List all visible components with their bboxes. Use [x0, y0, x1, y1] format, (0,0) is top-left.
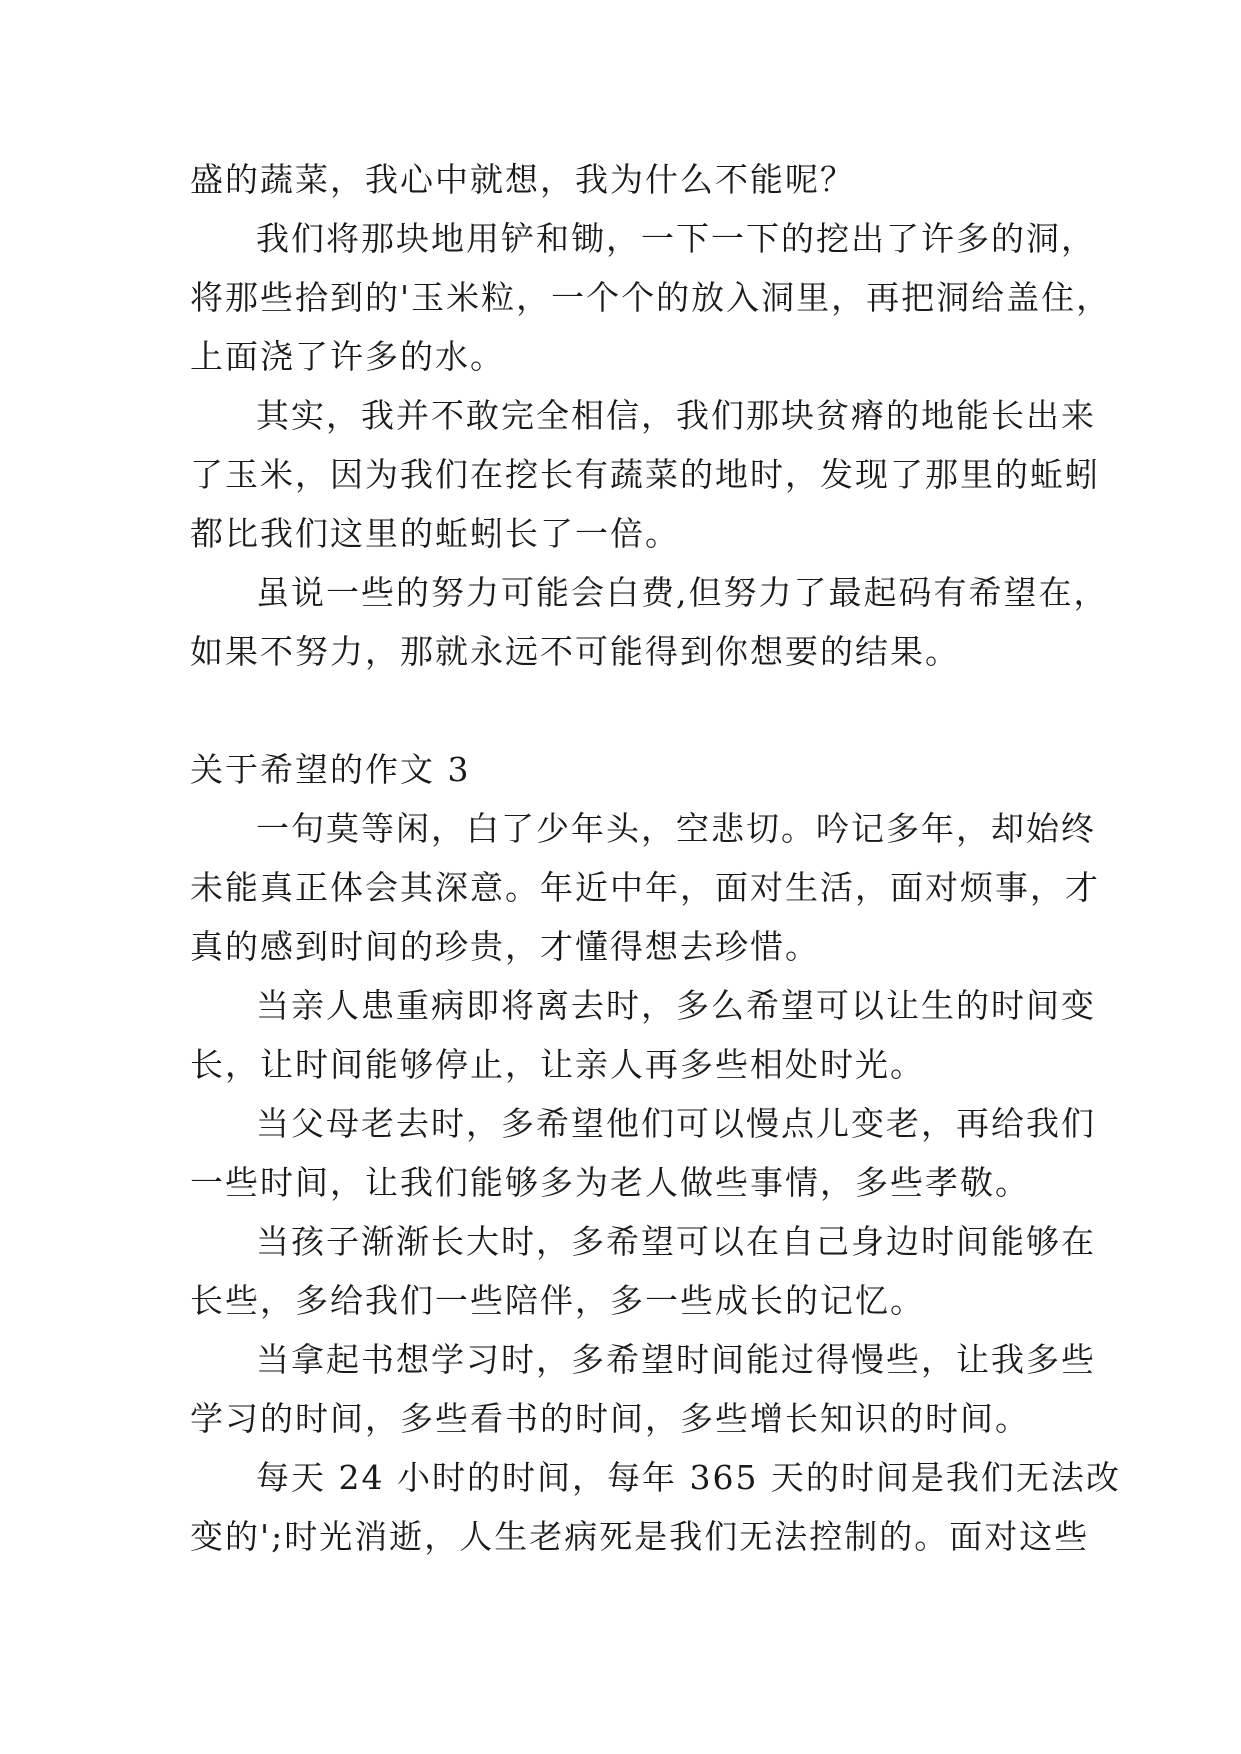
- paragraph-line: 当拿起书想学习时，多希望时间能过得慢些，让我多些: [256, 1340, 1096, 1379]
- paragraph-line: 未能真正体会其深意。年近中年，面对生活，面对烦事，才: [190, 868, 1100, 907]
- paragraph-line: 将那些拾到的'玉米粒，一个个的放入洞里，再把洞给盖住，: [190, 278, 1112, 317]
- paragraph-line: 变的';时光消逝，人生老病死是我们无法控制的。面对这些: [190, 1517, 1090, 1556]
- paragraph-line: 当父母老去时，多希望他们可以慢点儿变老，再给我们: [256, 1104, 1096, 1143]
- section-spacer: [190, 681, 1055, 740]
- paragraph-line: 当孩子渐渐长大时，多希望可以在自己身边时间能够在: [256, 1222, 1096, 1261]
- document-body: [190, 150, 1121, 1566]
- paragraph-line: 每天 24 小时的时间，每年 365 天的时间是我们无法改: [256, 1458, 1121, 1497]
- paragraph-line: 真的感到时间的珍贵，才懂得想去珍惜。: [190, 927, 820, 966]
- paragraph-line: 了玉米，因为我们在挖长有蔬菜的地时，发现了那里的蚯蚓: [190, 455, 1100, 494]
- paragraph-line: 如果不努力，那就永远不可能得到你想要的结果。: [190, 632, 960, 671]
- paragraph-line: 一句莫等闲，白了少年头，空悲切。吟记多年，却始终: [256, 809, 1096, 848]
- paragraph-line: 长些，多给我们一些陪伴，多一些成长的记忆。: [190, 1281, 925, 1320]
- paragraph-line: 长，让时间能够停止，让亲人再多些相处时光。: [190, 1045, 925, 1084]
- paragraph-line: 虽说一些的努力可能会白费,但努力了最起码有希望在，: [256, 573, 1109, 612]
- paragraph-line: 学习的时间，多些看书的时间，多些增长知识的时间。: [190, 1399, 1030, 1438]
- paragraph-line: 上面浇了许多的水。: [190, 337, 505, 376]
- paragraph-line: 当亲人患重病即将离去时，多么希望可以让生的时间变: [256, 986, 1096, 1025]
- paragraph-line: 都比我们这里的蚯蚓长了一倍。: [190, 514, 680, 553]
- section-title: 关于希望的作文 3: [190, 750, 471, 789]
- paragraph-line: 其实，我并不敢完全相信，我们那块贫瘠的地能长出来: [256, 396, 1096, 435]
- paragraph-line: 一些时间，让我们能够多为老人做些事情，多些孝敬。: [190, 1163, 1030, 1202]
- paragraph-line: 盛的蔬菜，我心中就想，我为什么不能呢？: [190, 160, 855, 199]
- paragraph-line: 我们将那块地用铲和锄，一下一下的挖出了许多的洞，: [256, 219, 1096, 258]
